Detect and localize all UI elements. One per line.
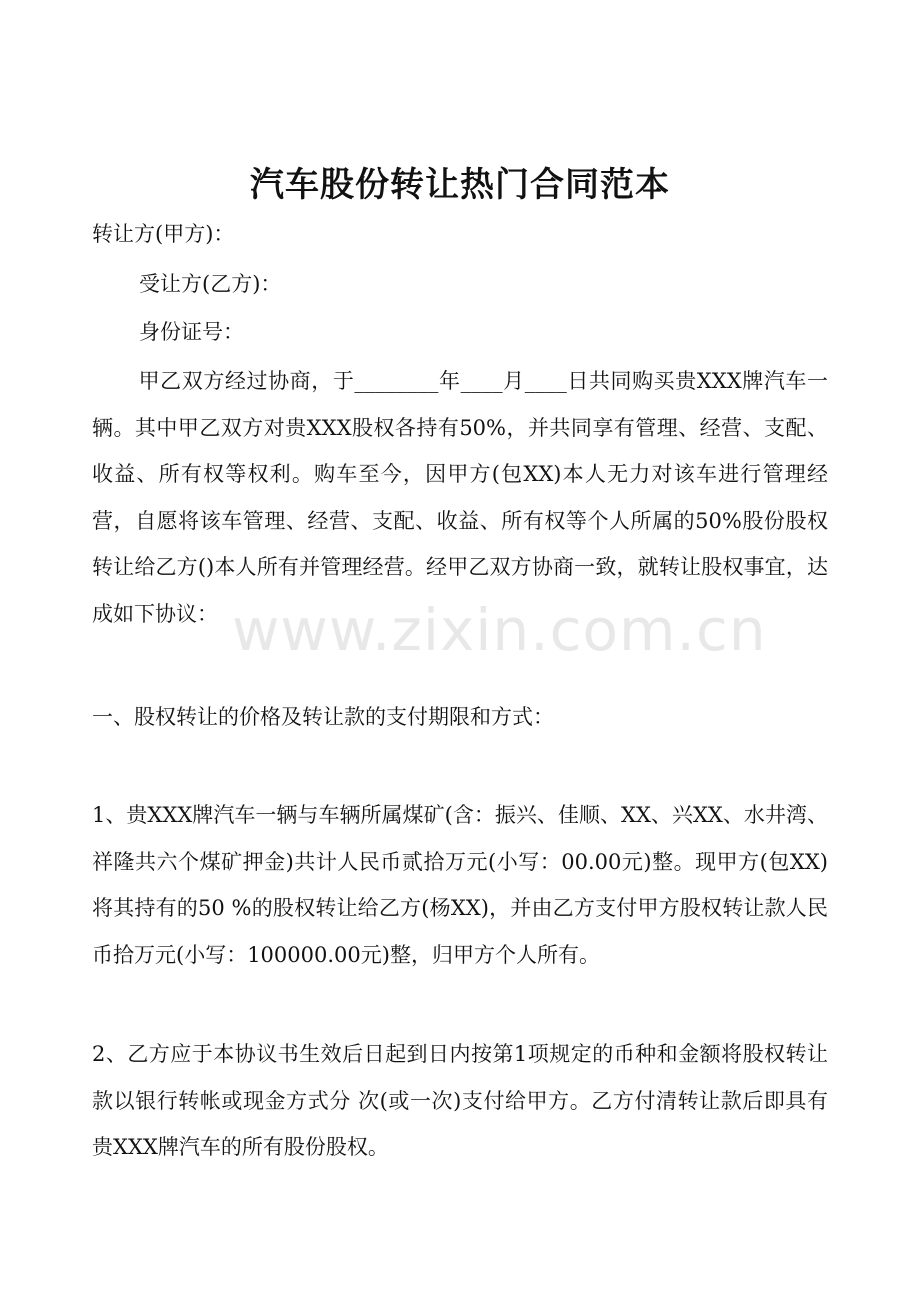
transferee-label: 受让方(乙方)： — [139, 272, 282, 296]
intro-text: 甲乙双方经过协商，于________年____月____日共同购买贵XXX牌汽车一辆。其中甲乙双方对贵XXX股权各持有50%，并共同享有管理、经营、支配、收益、所有权等权利。购车至今，因甲方(包XX)本人无力对该车进行管理经营，自愿将该车管理、经营、支配、收益、所有权等个人所属的50%股份股权转让给乙方()本人所有并管理经营。经甲乙双方协商一致，就转让股权事宜，达成如下协议： — [92, 369, 828, 626]
transferor-label: 转让方(甲方)： — [92, 222, 235, 246]
document-title: 汽车股份转让热门合同范本 — [250, 165, 670, 205]
clause-2-paragraph: 2、乙方应于本协议书生效后日起到日内按第1项规定的币种和金额将股权转让款以银行转帐或现金方式分 次(或一次)支付给甲方。乙方付清转让款后即具有贵XXX牌汽车的所有股份股权。 — [92, 1042, 828, 1159]
clause-1-paragraph: 1、贵XXX牌汽车一辆与车辆所属煤矿(含：振兴、佳顺、XX、兴XX、水井湾、祥隆共六个煤矿押金)共计人民币贰拾万元(小写：00.00元)整。现甲方(包XX)将其持有的50 %的股权转让给乙方(杨XX)，并由乙方支付甲方股权转让款人民币拾万元(小写：100000.00元)整，归甲方个人所有。 — [92, 803, 828, 967]
watermark: www.zixin.com.cn — [232, 596, 767, 664]
section-1-heading: 一、股权转让的价格及转让款的支付期限和方式： — [92, 705, 554, 729]
id-number-label: 身份证号： — [139, 320, 244, 344]
